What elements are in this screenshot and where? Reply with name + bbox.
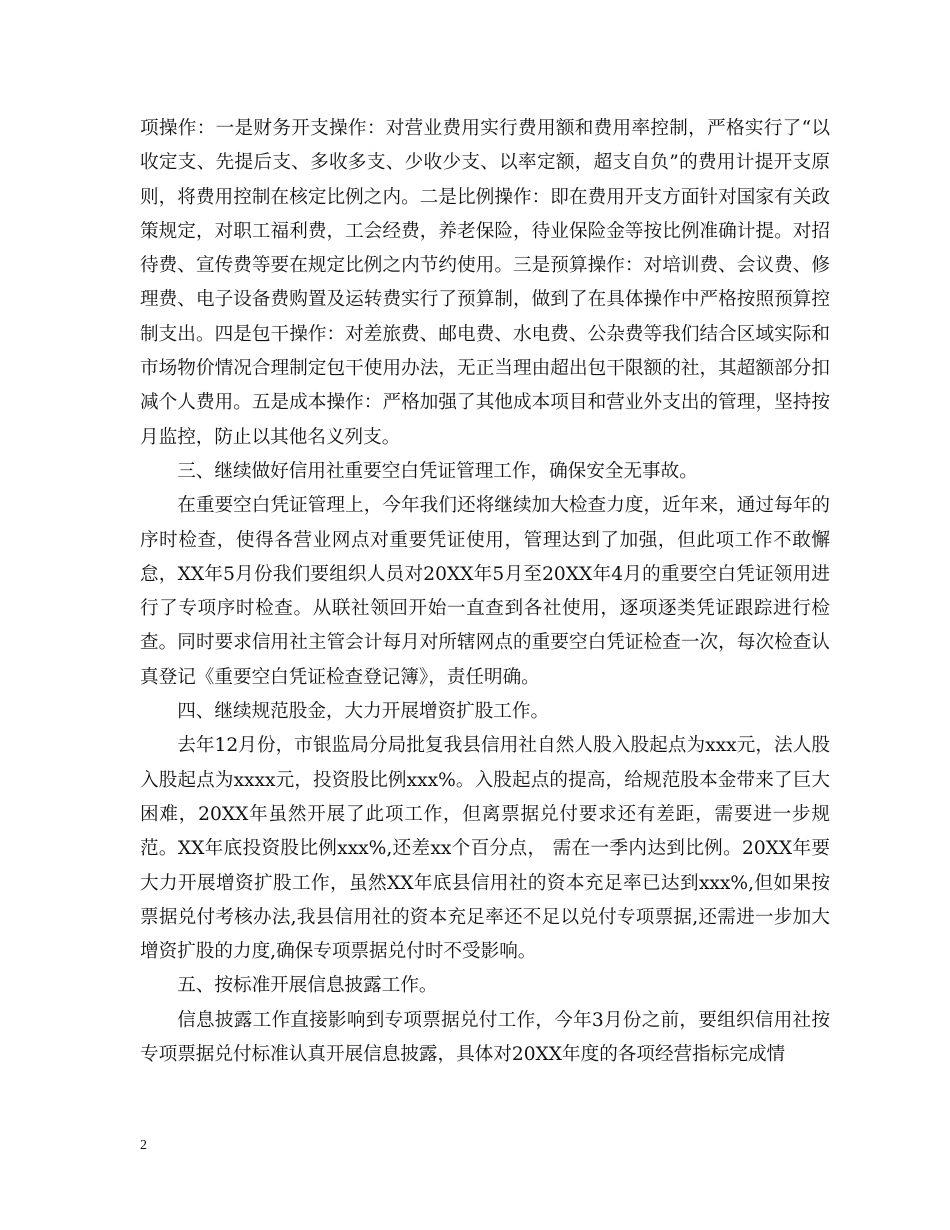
- paragraph-expense-operations: 项操作：一是财务开支操作：对营业费用实行费用额和费用率控制，严格实行了“以收定支、先提后支、多收多支、少收少支、以率定额，超支自负”的费用计提开支原则，将费用控制在核定比例之内。二是比例操作：即在费用开支方面针对国家有关政策规定，对职工福利费，工会经费，养老保险，待业保险金等按比例准确计提。对招待费、宣传费等要在规定比例之内节约使用。三是预算操作：对培训费、会议费、修理费、电子设备费购置及运转费实行了预算制，做到了在具体操作中严格按照预算控制支出。四是包干操作：对差旅费、邮电费、水电费、公杂费等我们结合区域实际和市场物价情况合理制定包干使用办法，无正当理由超出包干限额的社，其超额部分扣减个人费用。五是成本操作：严格加强了其他成本项目和营业外支出的管理，坚持按月监控，防止以其他名义列支。: [140, 118, 830, 448]
- paragraph-blank-voucher-management: 在重要空白凭证管理上，今年我们还将继续加大检查力度，近年来，通过每年的序时检查，使得各营业网点对重要凭证使用，管理达到了加强，但此项工作不敢懈怠，XX年5月份我们要组织人员对20XX年5月至20XX年4月的重要空白凭证领用进行了专项序时检查。从联社领回开始一直查到各社使用，逐项逐类凭证跟踪进行检查。同时要求信用社主管会计每月对所辖网点的重要空白凭证检查一次，每次检查认真登记《重要空白凭证检查登记簿》，责任明确。: [140, 495, 830, 688]
- heading-section-3: 三、继续做好信用社重要空白凭证管理工作，确保安全无事故。: [177, 460, 698, 482]
- paragraph-share-capital: 去年12月份，市银监局分局批复我县信用社自然人股入股起点为xxx元，法人股入股起点为xxxx元，投资股比例xxx%。入股起点的提高，给规范股本金带来了巨大困难，20XX年虽然开展了此项工作，但离票据兑付要求还有差距，需要进一步规范。XX年底投资股比例xxx%,还差xx个百分点， 需在一季内达到比例。20XX年要大力开展增资扩股工作，虽然XX年底县信用社的资本充足率已达到xxx%,但如果按票据兑付考核办法,我县信用社的资本充足率还不足以兑付专项票据,还需进一步加大增资扩股的力度,确保专项票据兑付时不受影响。: [140, 735, 830, 963]
- body-text: [140, 112, 830, 1072]
- page-number: 2: [140, 1138, 147, 1153]
- heading-section-5: 五、按标准开展信息披露工作。: [177, 975, 438, 997]
- paragraph-information-disclosure: 信息披露工作直接影响到专项票据兑付工作，今年3月份之前，要组织信用社按专项票据兑付标准认真开展信息披露，具体对20XX年度的各项经营指标完成情: [140, 1009, 830, 1066]
- heading-section-4: 四、继续规范股金，大力开展增资扩股工作。: [177, 701, 550, 723]
